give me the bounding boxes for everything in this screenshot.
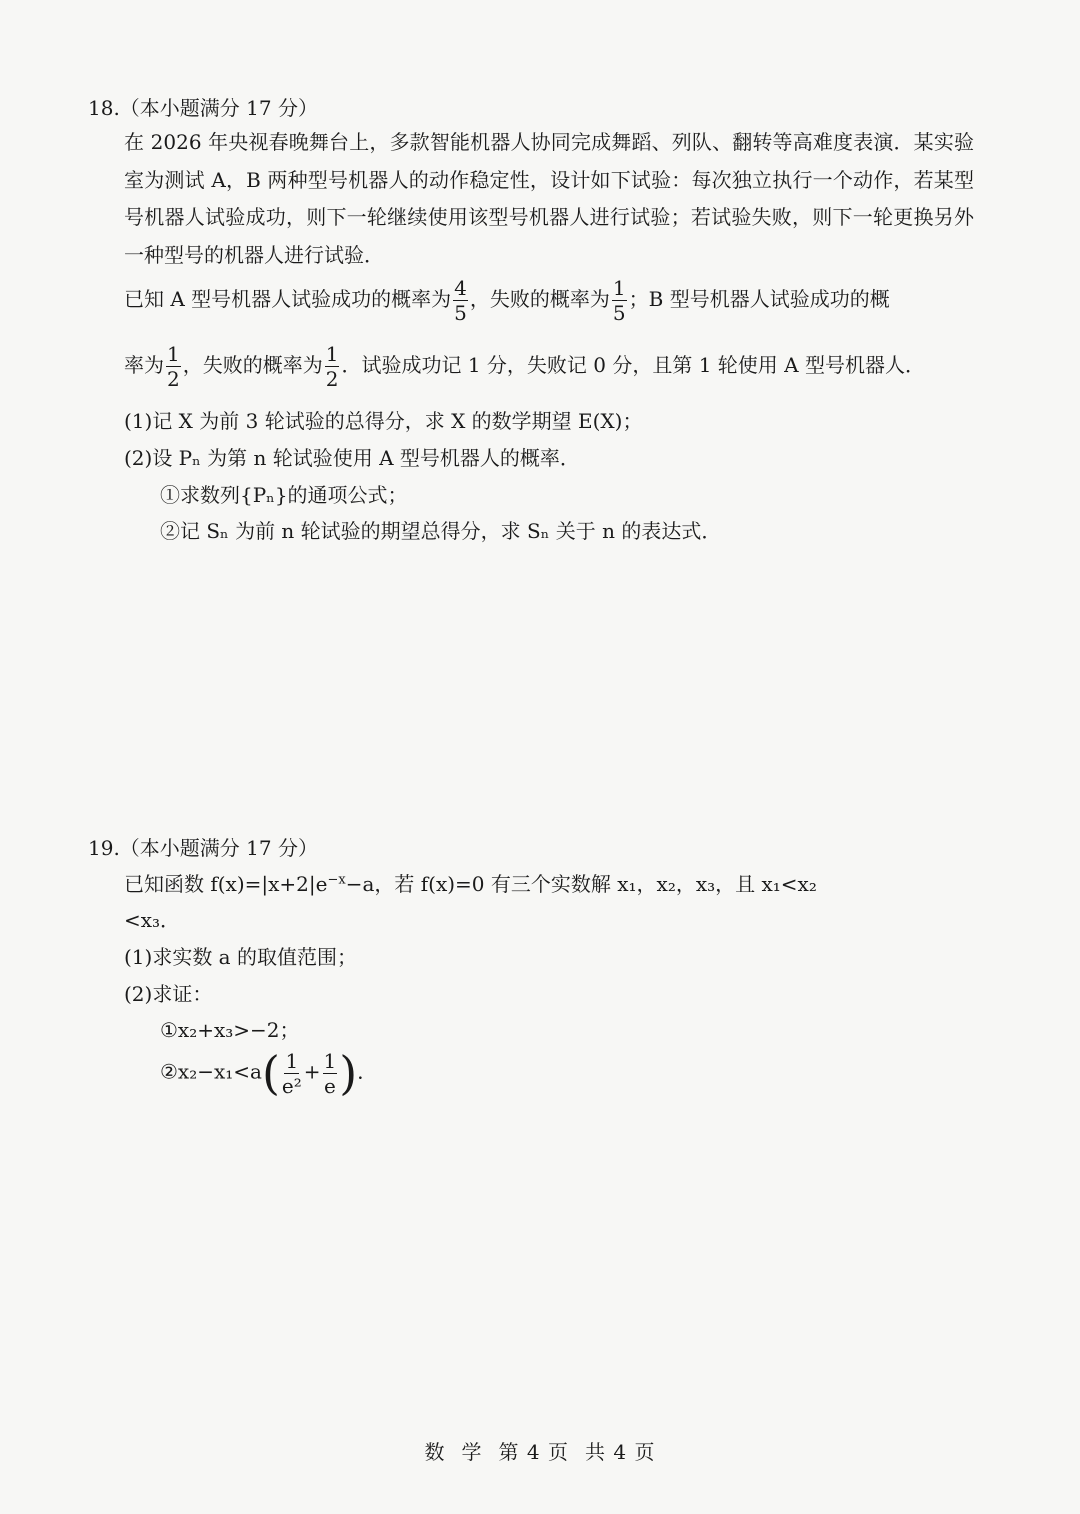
fraction-numerator: 1 [167,342,180,366]
exponent: −x [327,872,346,888]
intro-text-a: 已知函数 f(x)=|x+2|e [124,872,328,896]
fraction-denominator: 2 [167,367,180,391]
end-punctuation: ． [357,1059,378,1084]
rate-text-b: ，失败的概率为 [182,353,323,377]
question-18-part-2-item-1: ①求数列{Pₙ}的通项公式； [160,483,408,507]
footer-subject-1: 数 [424,1440,446,1464]
plus-sign: + [303,1059,321,1084]
rate-text-c: ．试验成功记 1 分，失败记 0 分，且第 1 轮使用 A 型号机器人． [341,353,925,377]
fraction-1-e [323,1048,338,1098]
fraction-numerator: 1 [285,1048,299,1073]
question-19-part-2-item-1: ①x₂+x₃>−2； [160,1018,300,1042]
question-19-part-2-item-2 [160,1046,378,1100]
fraction-numerator: 1 [612,276,626,300]
fraction-numerator: 1 [325,342,339,366]
left-paren-glyph: ( [261,1046,280,1100]
right-paren-glyph: ) [339,1046,358,1100]
question-18-heading: 18.（本小题满分 17 分） [88,96,318,120]
known-text-a: 已知 A 型号机器人试验成功的概率为 [124,287,452,311]
question-18-rate-line [124,344,925,389]
rate-text-a: 率为 [124,353,164,377]
fraction-denominator: 5 [612,301,626,325]
known-text-c: ；B 型号机器人试验成功的概 [628,287,890,311]
question-19-part-2: (2)求证： [124,982,213,1006]
question-19-intro-line-1 [124,868,817,897]
fraction-denominator: 2 [325,367,339,391]
question-18-part-2-item-2: ②记 Sₙ 为前 n 轮试验的期望总得分，求 Sₙ 关于 n 的表达式． [160,519,722,543]
question-18-known-line [124,278,890,323]
question-19-intro-line-2: <x₃． [124,908,181,932]
question-19-part-1: (1)求实数 a 的取值范围； [124,945,357,969]
question-18-intro: 在 2026 年央视春晚舞台上，多款智能机器人协同完成舞蹈、列队、翻转等高难度表演．某实验室为测试 A，B 两种型号机器人的动作稳定性，设计如下试验：每次独立执行一个动作，若某型号机器人试验成功，则下一轮继续使用该型号机器人进行试验；若试验失败，则下一轮更换另外一种型号的机器人进行试验． [124,130,974,267]
inequality-text: ②x₂−x₁<a [160,1059,262,1084]
fraction-1-5 [612,278,627,323]
question-19-heading: 19.（本小题满分 17 分） [88,836,318,860]
footer-subject-2: 学 [461,1440,483,1464]
question-18-part-2: (2)设 Pₙ 为第 n 轮试验使用 A 型号机器人的概率． [124,446,580,470]
fraction-numerator: 1 [323,1048,337,1073]
question-18-part-1: (1)记 X 为前 3 轮试验的总得分，求 X 的数学期望 E(X)； [124,409,643,433]
fraction-1-2-success [166,344,181,389]
fraction-denominator: 5 [454,301,467,325]
known-text-b: ，失败的概率为 [469,287,610,311]
fraction-4-5 [453,278,468,323]
page-footer [0,1436,1080,1465]
fraction-numerator: 4 [454,276,467,300]
fraction-denominator: e [323,1073,336,1098]
fraction-1-e-squared [281,1048,302,1098]
footer-total-pages: 共 4 页 [585,1440,656,1464]
footer-page-number: 第 4 页 [498,1440,569,1464]
fraction-denominator: e² [281,1073,302,1098]
fraction-1-2-failure [325,344,340,389]
intro-text-b: −a，若 f(x)=0 有三个实数解 x₁，x₂，x₃，且 x₁<x₂ [345,872,817,896]
